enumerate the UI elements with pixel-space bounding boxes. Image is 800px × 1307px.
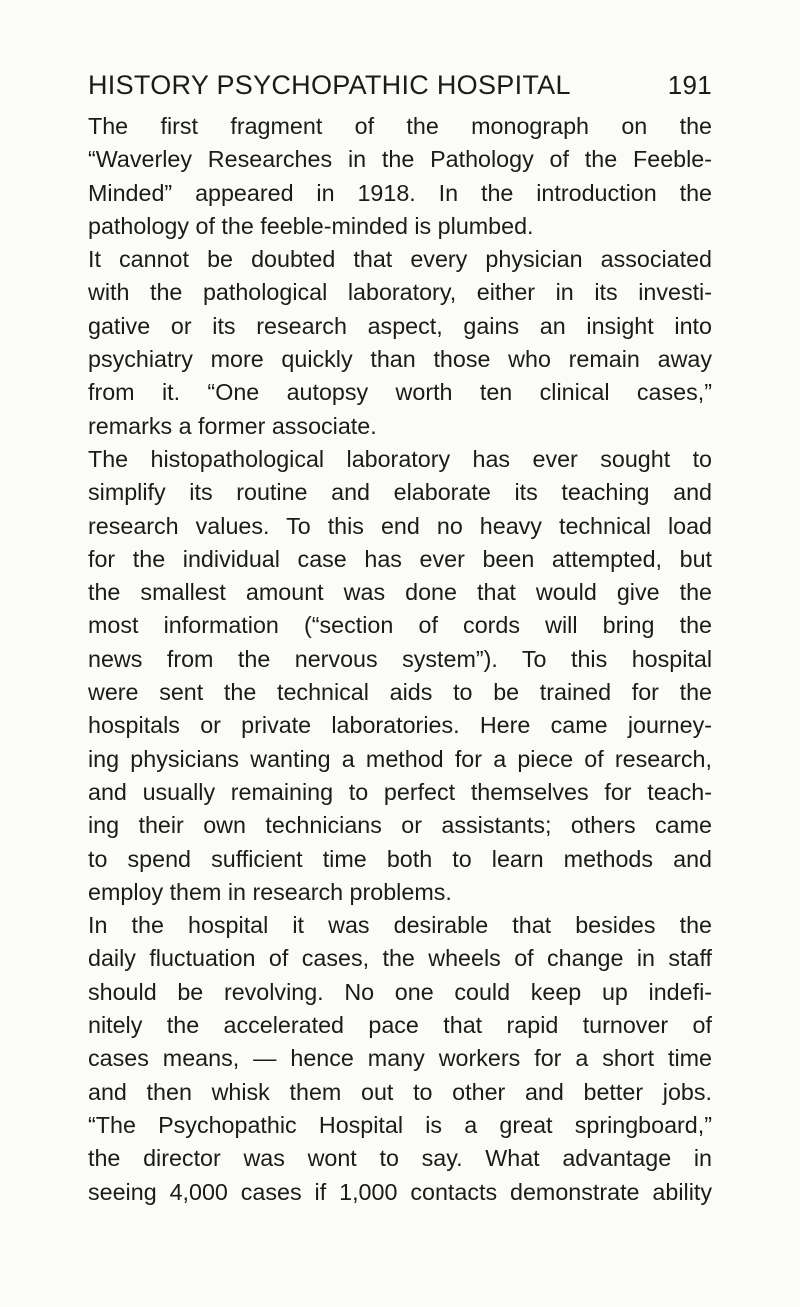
text-line: most information (“section of cords will bring the (88, 612, 712, 639)
text-line: Minded” appeared in 1918. In the introduction the (88, 179, 712, 206)
text-line: for the individual case has ever been attempted, but (88, 545, 712, 572)
text-line: gative or its research aspect, gains an insight into (88, 312, 712, 339)
text-line: It cannot be doubted that every physician associated (88, 246, 712, 273)
text-line: daily fluctuation of cases, the wheels of change in staff (88, 945, 712, 972)
text-line: ing their own technicians or assistants; others came (88, 812, 712, 839)
text-line: pathology of the feeble-minded is plumbed. (88, 212, 534, 239)
book-page (88, 70, 712, 1209)
text-line: should be revolving. No one could keep up indefi- (88, 978, 712, 1005)
text-line: “The Psychopathic Hospital is a great springboard,” (88, 1111, 712, 1138)
text-line: and then whisk them out to other and better jobs. (88, 1078, 712, 1105)
text-line: nitely the accelerated pace that rapid turnover of (88, 1012, 712, 1039)
text-line: ing physicians wanting a method for a piece of research, (88, 745, 712, 772)
page-number: 191 (667, 70, 712, 100)
text-line: and usually remaining to perfect themselves for teach- (88, 778, 712, 805)
body-text (88, 110, 712, 1209)
text-line: were sent the technical aids to be trained for the (88, 679, 712, 706)
text-line: to spend sufficient time both to learn methods and (88, 845, 712, 872)
text-line: from it. “One autopsy worth ten clinical cases,” (88, 379, 712, 406)
text-line: news from the nervous system”). To this hospital (88, 645, 712, 672)
text-line: the director was wont to say. What advantage in (88, 1145, 712, 1172)
text-line: remarks a former associate. (88, 412, 377, 439)
text-line: with the pathological laboratory, either in its investi- (88, 279, 712, 306)
text-line: the smallest amount was done that would give the (88, 579, 712, 606)
text-line: simplify its routine and elaborate its teaching and (88, 479, 712, 506)
text-line: “Waverley Researches in the Pathology of the Feeble- (88, 146, 712, 173)
text-line: The histopathological laboratory has ever sought to (88, 445, 712, 472)
text-line: hospitals or private laboratories. Here came journey- (88, 712, 712, 739)
running-head (88, 70, 712, 110)
text-line: psychiatry more quickly than those who remain away (88, 346, 712, 373)
text-line: cases means, — hence many workers for a short time (88, 1045, 712, 1072)
text-line: seeing 4,000 cases if 1,000 contacts demonstrate ability (88, 1178, 712, 1205)
running-title: HISTORY PSYCHOPATHIC HOSPITAL (88, 70, 571, 100)
text-line: research values. To this end no heavy technical load (88, 512, 712, 539)
text-line: In the hospital it was desirable that besides the (88, 912, 712, 939)
text-line: employ them in research problems. (88, 878, 452, 905)
text-line: The first fragment of the monograph on the (88, 113, 712, 139)
